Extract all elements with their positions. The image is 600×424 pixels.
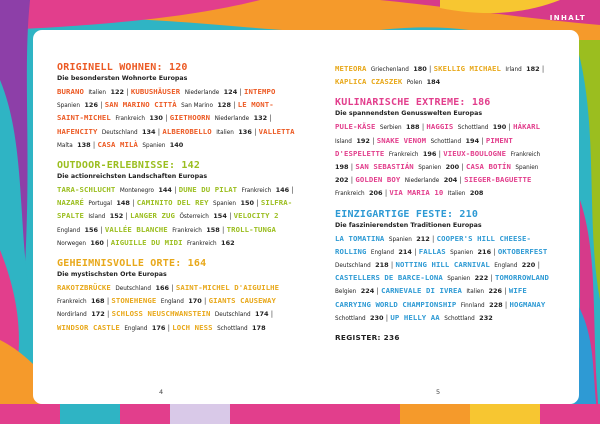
entry-country: Deutschland	[115, 286, 152, 293]
entry-country: Belgien	[335, 289, 357, 296]
entry-country: Island	[88, 214, 106, 221]
entry-country: Niederlande	[184, 90, 220, 96]
entry-separator: |	[348, 163, 356, 172]
section-title[interactable]: OUTDOOR-ERLEBNISSE: 142	[57, 160, 201, 172]
entry-name: SAN MARINO CITTÀ	[104, 100, 177, 110]
toc-entry[interactable]	[111, 238, 235, 247]
entry-separator: |	[104, 297, 112, 306]
entry-list	[335, 62, 555, 88]
entry-name: CASA BOTÍN	[466, 162, 511, 172]
entry-name: SAINT-MICHEL D'AIGUILHE	[175, 283, 280, 293]
entry-country: Schottland	[457, 125, 489, 132]
section-subtitle: Die mystischsten Orte Europas	[57, 271, 167, 279]
entry-name: LOCH NESS	[172, 322, 213, 332]
entry-separator: |	[251, 127, 259, 136]
entry-page: 122	[110, 88, 125, 96]
toc-entry[interactable]	[396, 260, 536, 269]
entry-page: 232	[479, 313, 493, 322]
entry-name: KAPLICA CZASZEK	[335, 77, 403, 87]
entry-country: Italien	[447, 191, 466, 198]
entry-country: Malta	[57, 142, 73, 149]
entry-name: HAFENCITY	[57, 126, 98, 136]
entry-country: Portugal	[88, 201, 112, 208]
entry-name: NAZARÉ	[57, 198, 84, 208]
entry-name: VIA MARIA 10	[389, 188, 444, 198]
entry-country: Österreich	[179, 214, 209, 221]
entry-page: 228	[489, 300, 503, 309]
entry-country: Nordirland	[57, 312, 87, 319]
entry-page: 202	[335, 176, 349, 185]
entry-country: England	[494, 263, 518, 270]
entry-country: England	[160, 299, 184, 306]
entry-name: AIGUILLE DU MIDI	[110, 237, 183, 247]
entry-name: CARNEVALE DI IVREA	[381, 286, 462, 296]
entry-country: Frankreich	[241, 188, 272, 195]
entry-page: 218	[375, 261, 389, 270]
entry-country: Spanien	[515, 165, 539, 172]
content-panel	[33, 30, 579, 404]
entry-separator: |	[289, 186, 294, 195]
entry-page: 196	[422, 149, 437, 158]
entry-name: PULE-KÄSE	[335, 122, 376, 132]
entry-country: Polen	[406, 80, 423, 87]
entry-country: England	[370, 249, 394, 256]
entry-country: Deutschland	[335, 263, 371, 270]
toc-entry[interactable]	[98, 140, 184, 149]
entry-page: 144	[158, 186, 172, 195]
entry-page: 200	[445, 163, 460, 172]
entry-country: Spanien	[388, 236, 412, 243]
entry-page: 172	[91, 310, 105, 319]
entry-separator: |	[201, 297, 209, 306]
toc-entry[interactable]	[434, 64, 540, 73]
entry-page: 148	[116, 199, 130, 208]
entry-name: OKTOBERFEST	[497, 246, 548, 256]
entry-separator: |	[539, 65, 545, 73]
entry-country: Frankreich	[510, 151, 541, 158]
toc-entry[interactable]	[419, 247, 491, 256]
entry-name: SNAKE VENOM	[376, 135, 427, 145]
entry-name: BURANO	[57, 87, 84, 96]
page-number-right: 5	[436, 388, 441, 396]
entry-country: Schottland	[444, 315, 475, 322]
entry-country: Frankreich	[57, 299, 87, 306]
entry-country: Spanien	[447, 276, 471, 283]
entry-country: Spanien	[450, 249, 474, 256]
entry-name: VALLÉE BLANCHE	[104, 224, 168, 234]
entry-name: SAN SEBASTIÁN	[355, 162, 414, 172]
toc-entry[interactable]	[390, 313, 492, 322]
entry-name: FALLAS	[418, 246, 446, 256]
right-sections	[335, 62, 555, 324]
entry-separator: |	[491, 247, 498, 256]
entry-name: METEORA	[335, 64, 367, 73]
entry-name: GOLDEN BOY	[355, 175, 401, 185]
register-entry[interactable]: REGISTER: 236	[335, 333, 400, 343]
toc-entry[interactable]	[355, 175, 457, 184]
entry-page: 132	[253, 114, 268, 123]
entry-separator: |	[411, 247, 419, 256]
toc-entry[interactable]	[57, 127, 156, 136]
entry-name: HÁKARL	[513, 122, 541, 132]
toc-entry[interactable]	[112, 309, 269, 318]
toc-section	[57, 160, 297, 249]
entry-separator: |	[123, 212, 131, 221]
entry-page: 160	[90, 238, 104, 247]
toc-entry[interactable]	[130, 211, 227, 220]
entry-separator: |	[459, 163, 467, 172]
entry-page: 176	[151, 323, 166, 332]
entry-name: ALBEROBELLO	[162, 126, 212, 136]
entry-country: Italien	[88, 90, 107, 96]
entry-country: Deutschland	[101, 129, 138, 136]
entry-country: Spanien	[142, 142, 166, 149]
entry-separator: |	[348, 176, 356, 185]
toc-entry[interactable]	[105, 225, 220, 234]
entry-page: 154	[213, 212, 227, 221]
entry-separator: |	[535, 261, 540, 270]
entry-name: TROLL-TUNGA	[226, 224, 277, 234]
entry-name: INTEMPO	[244, 87, 276, 96]
entry-page: 216	[477, 247, 492, 256]
entry-name: SILFRA-SPALTE	[57, 198, 293, 221]
entry-separator: |	[230, 101, 238, 110]
entry-separator: |	[457, 176, 465, 185]
entry-name: VALLETTA	[258, 126, 295, 136]
entry-page: 156	[84, 225, 99, 234]
section-subtitle: Die besondersten Wohnorte Europas	[57, 75, 188, 82]
entry-separator: |	[369, 136, 377, 145]
entry-country: England	[124, 325, 148, 332]
entry-page: 214	[398, 247, 412, 256]
toc-section	[57, 62, 297, 151]
entry-name: TARA-SCHLUCHT	[57, 185, 116, 195]
entry-list	[57, 281, 297, 334]
entry-page: 224	[360, 287, 375, 296]
entry-page: 162	[221, 238, 235, 247]
toc-entry[interactable]	[131, 87, 237, 96]
left-column	[57, 62, 297, 343]
entry-page: 138	[77, 140, 91, 149]
toc-entry[interactable]	[381, 286, 502, 295]
entry-country: Norwegen	[57, 240, 86, 247]
entry-page: 206	[369, 189, 383, 198]
entry-page: 124	[223, 88, 238, 96]
entry-separator: |	[104, 310, 112, 319]
entry-name: NOTTING HILL CARNIVAL	[395, 260, 490, 270]
entry-page: 226	[488, 287, 503, 296]
entry-list	[335, 232, 555, 324]
entry-name: UP HELLY AA	[390, 312, 440, 322]
entry-page: 146	[275, 186, 290, 195]
entry-page: 222	[474, 274, 489, 283]
entry-country: Frankreich	[115, 116, 145, 123]
toc-entry[interactable]	[57, 185, 172, 194]
toc-entry[interactable]	[335, 122, 420, 131]
entry-page: 192	[356, 136, 370, 145]
toc-entry[interactable]	[335, 273, 488, 282]
toc-entry[interactable]	[179, 185, 289, 194]
entry-name: CASA MILÀ	[97, 139, 138, 149]
entry-page: 230	[369, 313, 384, 322]
entry-page: 184	[426, 78, 441, 87]
entry-page: 150	[240, 199, 255, 208]
entry-page: 194	[465, 136, 480, 145]
entry-country: England	[57, 227, 81, 234]
entry-separator: |	[103, 238, 111, 247]
page-number-left: 4	[159, 388, 164, 396]
entry-country: Deutschland	[214, 312, 251, 319]
entry-page: 220	[521, 261, 536, 270]
entry-separator: |	[506, 123, 514, 132]
entry-page: 188	[406, 123, 420, 132]
entry-page: 130	[149, 114, 163, 123]
entry-separator: |	[155, 127, 163, 136]
toc-entry[interactable]	[162, 127, 252, 136]
entry-country: Frankreich	[335, 191, 365, 198]
entry-name: KUBUSHÄUSER	[130, 87, 181, 96]
entry-separator: |	[502, 300, 510, 309]
section-subtitle: Die faszinierendsten Traditionen Europas	[335, 221, 482, 229]
entry-page: 140	[169, 140, 184, 149]
entry-page: 204	[443, 176, 458, 185]
entry-separator: |	[488, 274, 496, 283]
entry-separator: |	[383, 313, 391, 322]
entry-page: 136	[238, 127, 252, 136]
entry-country: Italien	[466, 289, 485, 296]
toc-section	[57, 258, 297, 334]
toc-entry[interactable]	[335, 64, 427, 73]
entry-separator: |	[502, 287, 509, 296]
entry-separator: |	[171, 186, 179, 195]
entry-name: GIETHOORN	[169, 113, 211, 123]
entry-page: 178	[252, 323, 266, 332]
entry-country: Niederlande	[404, 178, 440, 185]
entry-name: DUNE DU PILAT	[178, 185, 238, 195]
entry-separator: |	[162, 114, 170, 123]
entry-country: Spanien	[418, 165, 442, 172]
entry-separator: |	[165, 323, 173, 332]
entry-name: STONEHENGE	[111, 296, 157, 306]
entry-country: Italien	[216, 129, 234, 136]
section-subtitle: Die spannendsten Genusswelten Europas	[335, 110, 483, 118]
toc-entry[interactable]	[105, 100, 231, 109]
toc-entry[interactable]	[389, 188, 483, 197]
entry-name: LE MONT-SAINT-MICHEL	[57, 100, 274, 123]
right-column	[335, 62, 555, 342]
entry-page: 182	[526, 65, 540, 73]
entry-page: 212	[416, 234, 430, 243]
entry-name: WINDSOR CASTLE	[57, 322, 120, 332]
toc-entry[interactable]	[57, 283, 169, 292]
entry-name: LA TOMATINA	[335, 233, 385, 243]
section-title[interactable]: GEHEIMNISVOLLE ORTE: 164	[57, 258, 207, 270]
section-subtitle: Die actionreichsten Landschaften Europas	[57, 173, 208, 181]
entry-page: 170	[188, 297, 202, 306]
toc-entry[interactable]	[426, 122, 506, 131]
entry-name: RAKOTZBRÜCKE	[57, 283, 111, 293]
entry-country: Niederlande	[214, 116, 250, 123]
entry-separator: |	[479, 136, 486, 145]
toc-entry[interactable]	[335, 77, 440, 86]
section-title[interactable]: EINZIGARTIGE FESTE: 210	[335, 208, 479, 220]
entry-country: Finnland	[460, 302, 485, 309]
entry-country: Schottland	[430, 138, 462, 145]
entry-separator: |	[382, 189, 390, 198]
entry-name: LANGER ZUG	[130, 211, 176, 221]
entry-separator: |	[267, 114, 272, 123]
entry-separator: |	[90, 140, 98, 149]
entry-separator: |	[268, 310, 274, 319]
entry-name: CAMINITO DEL REY	[136, 198, 209, 208]
entry-separator: |	[429, 234, 437, 243]
entry-name: HOGMANAY	[509, 299, 546, 309]
toc-entry[interactable]	[170, 113, 267, 122]
entry-name: HAGGIS	[426, 122, 454, 132]
entry-separator: |	[374, 287, 382, 296]
entry-country: Island	[335, 138, 352, 145]
entry-name: SCHLOSS NEUSCHWANSTEIN	[111, 309, 211, 319]
entry-page: 152	[109, 212, 124, 221]
entry-name: TOMORROWLAND	[495, 273, 549, 283]
entry-separator: |	[124, 88, 131, 96]
entry-separator: |	[226, 212, 234, 221]
entry-page: 198	[335, 163, 349, 172]
entry-country: Spanien	[57, 103, 80, 110]
toc-entry[interactable]	[57, 323, 165, 332]
header-label: INHALT	[549, 14, 586, 22]
entry-country: Spanien	[213, 201, 237, 208]
entry-name: VIEUX-BOULOGNE	[443, 148, 507, 158]
toc-section	[335, 62, 555, 88]
entry-name: VELOCITY 2	[233, 211, 279, 221]
entry-separator: |	[129, 199, 137, 208]
entry-separator: |	[426, 65, 434, 73]
toc-entry[interactable]	[137, 198, 254, 207]
entry-country: Frankreich	[172, 227, 202, 234]
toc-entry[interactable]	[111, 296, 201, 305]
entry-name: GIANTS CAUSEWAY	[208, 296, 277, 306]
entry-page: 208	[469, 189, 484, 198]
entry-separator: |	[98, 225, 105, 234]
entry-country: Griechenland	[370, 67, 409, 73]
entry-separator: |	[419, 123, 427, 132]
entry-name: CASTELLERS DE BARCE-LONA	[335, 273, 443, 283]
entry-separator: |	[436, 149, 444, 158]
entry-name: COOPER'S HILL CHEESE-ROLLING	[335, 233, 531, 256]
toc-entry[interactable]	[335, 234, 430, 243]
entry-page: 128	[217, 101, 231, 110]
entry-name: PIMENT D'ESPELETTE	[335, 135, 513, 158]
entry-separator: |	[388, 261, 396, 270]
entry-country: Frankreich	[187, 240, 217, 247]
entry-separator: |	[237, 88, 245, 96]
toc-section	[335, 209, 555, 324]
entry-list	[335, 120, 555, 199]
entry-page: 168	[91, 297, 105, 306]
toc-entry[interactable]	[377, 136, 479, 145]
toc-entry[interactable]	[355, 162, 459, 171]
entry-page: 190	[492, 123, 507, 132]
toc-entry[interactable]	[57, 198, 130, 207]
entry-page: 158	[206, 225, 220, 234]
entry-separator: |	[219, 225, 227, 234]
entry-page: 126	[84, 101, 98, 110]
entry-name: SKELLIG MICHAEL	[433, 64, 502, 73]
entry-page: 174	[254, 310, 269, 319]
entry-country: Schottland	[217, 325, 248, 332]
entry-page: 166	[155, 284, 170, 293]
entry-country: San Marino	[181, 103, 213, 110]
entry-list	[57, 183, 297, 249]
entry-page: 180	[413, 65, 427, 73]
entry-list	[57, 85, 297, 151]
entry-country: Irland	[505, 67, 522, 73]
section-title[interactable]: ORIGINELL WOHNEN: 120	[57, 62, 188, 73]
entry-separator: |	[254, 199, 261, 208]
entry-country: Montenegro	[119, 188, 154, 195]
toc-entry[interactable]	[57, 87, 124, 96]
entry-country: Frankreich	[388, 151, 419, 158]
entry-country: Serbien	[379, 125, 402, 132]
entry-separator: |	[169, 284, 176, 293]
entry-separator: |	[97, 101, 105, 110]
entry-page: 134	[141, 127, 156, 136]
section-title[interactable]: KULINARISCHE EXTREME: 186	[335, 97, 491, 109]
entry-name: SIEGER-BAGUETTE	[464, 175, 532, 185]
toc-section	[335, 97, 555, 199]
entry-country: Schottland	[335, 315, 366, 322]
entry-name: WIFE CARRYING WORLD CHAMPIONSHIP	[335, 286, 527, 309]
toc-entry[interactable]	[172, 323, 265, 332]
